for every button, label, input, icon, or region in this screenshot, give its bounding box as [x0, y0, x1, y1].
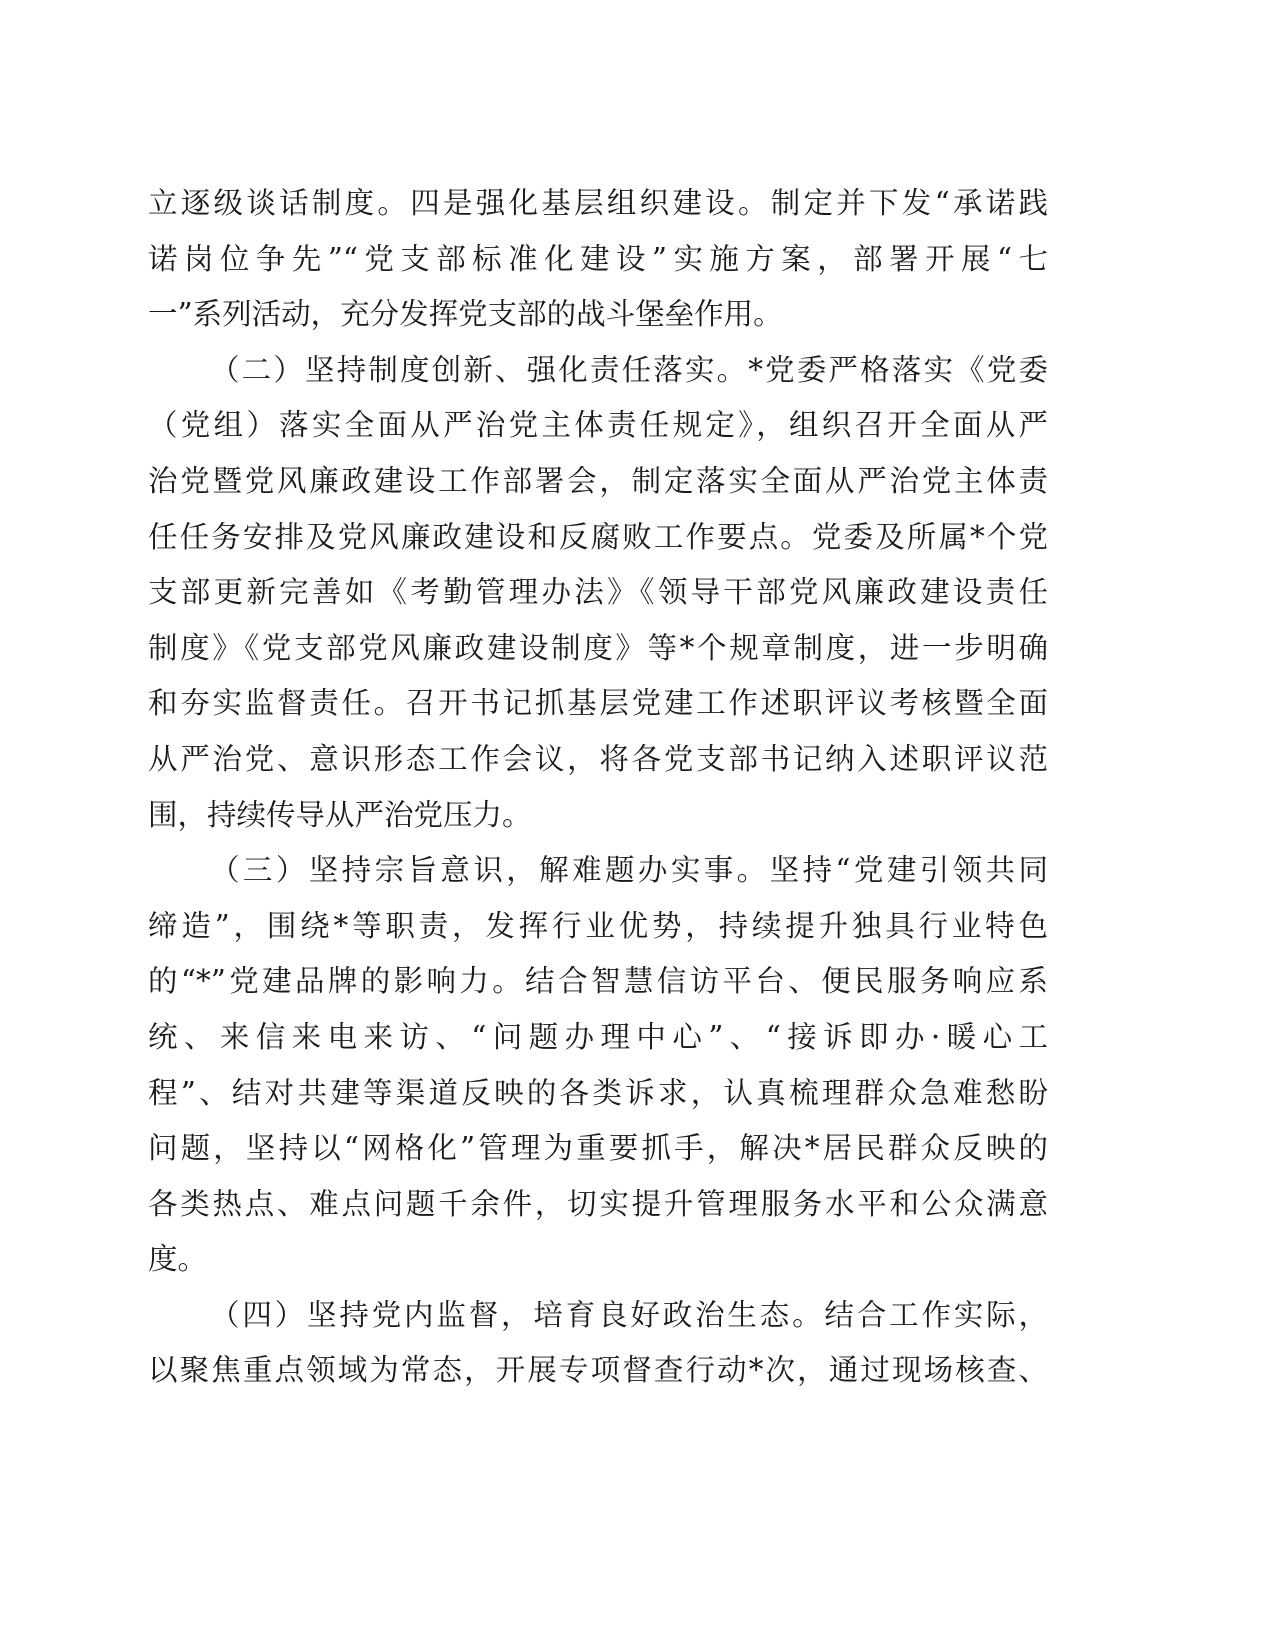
text-line: 立逐级谈话制度。四是强化基层组织建设。制定并下发“承诺践 [148, 186, 1048, 220]
text-line: 程”、结对共建等渠道反映的各类诉求，认真梳理群众急难愁盼 [148, 1075, 1048, 1110]
text-line: 任任务安排及党风廉政建设和反腐败工作要点。党委及所属*个党 [148, 519, 1048, 554]
section-heading-line: （三）坚持宗旨意识，解难题办实事。坚持“党建引领共同 [210, 853, 1048, 888]
section-heading-line: （四）坚持党内监督，培育良好政治生态。结合工作实际， [210, 1297, 1048, 1332]
text-line: 以聚焦重点领域为常态，开展专项督查行动*次，通过现场核查、 [148, 1353, 1048, 1388]
text-line: 支部更新完善如《考勤管理办法》《领导干部党风廉政建设责任 [148, 575, 1048, 610]
text-line: （党组）落实全面从严治党主体责任规定》，组织召开全面从严 [148, 408, 1048, 443]
text-line: 和夯实监督责任。召开书记抓基层党建工作述职评议考核暨全面 [148, 686, 1048, 721]
text-line: 围，持续传导从严治党压力。 [148, 797, 532, 832]
text-line: 治党暨党风廉政建设工作部署会，制定落实全面从严治党主体责 [148, 463, 1048, 498]
document-page [148, 176, 1048, 1399]
text-line: 从严治党、意识形态工作会议，将各党支部书记纳入述职评议范 [148, 741, 1048, 776]
text-line: 度。 [148, 1242, 208, 1277]
text-line: 问题，坚持以“网格化”管理为重要抓手，解决*居民群众反映的 [148, 1131, 1048, 1166]
text-line: 的“*”党建品牌的影响力。结合智慧信访平台、便民服务响应系 [148, 964, 1048, 999]
text-line: 诺岗位争先”“党支部标准化建设”实施方案，部署开展“七 [148, 241, 1048, 276]
text-line: 制度》《党支部党风廉政建设制度》等*个规章制度，进一步明确 [148, 630, 1048, 665]
text-line: 统、来信来电来访、“问题办理中心”、“接诉即办·暖心工 [148, 1019, 1048, 1054]
text-line: 缔造”，围绕*等职责，发挥行业优势，持续提升独具行业特色 [148, 908, 1048, 943]
text-line: 各类热点、难点问题千余件，切实提升管理服务水平和公众满意 [148, 1186, 1048, 1221]
text-line: 一”系列活动，充分发挥党支部的战斗堡垒作用。 [148, 297, 783, 332]
section-heading-line: （二）坚持制度创新、强化责任落实。*党委严格落实《党委 [210, 352, 1048, 387]
